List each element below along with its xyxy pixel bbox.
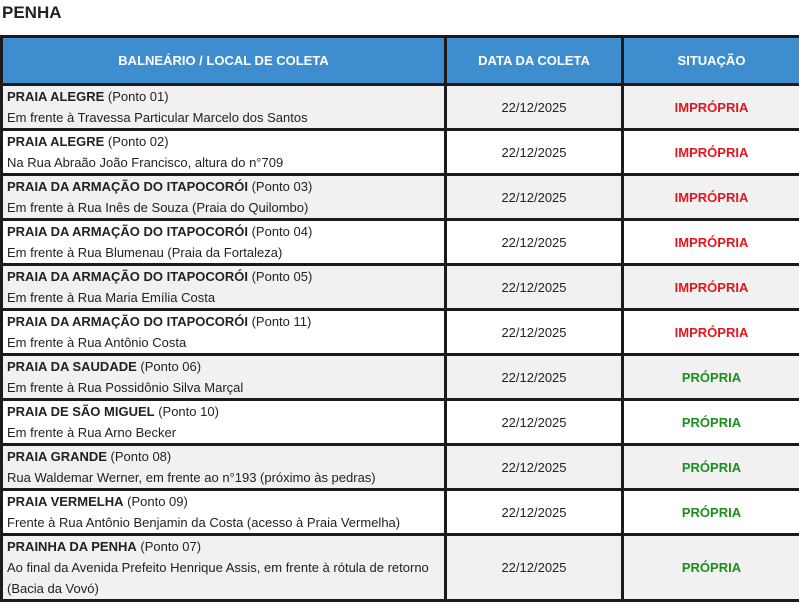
- header-date: DATA DA COLETA: [446, 37, 623, 85]
- beach-name: PRAIA DA ARMAÇÃO DO ITAPOCORÓI: [7, 269, 248, 284]
- status-badge: IMPRÓPRIA: [674, 144, 749, 160]
- table-row: [2, 175, 799, 220]
- beach-name: PRAIA DA ARMAÇÃO DO ITAPOCORÓI: [7, 224, 248, 239]
- status-cell: [623, 400, 799, 445]
- ponto-label: (Ponto 03): [247, 179, 313, 194]
- beach-name: PRAIA ALEGRE: [7, 89, 105, 104]
- date-cell: 22/12/2025: [446, 355, 623, 400]
- location-cell: [2, 310, 446, 355]
- status-cell: [623, 220, 799, 265]
- status-cell: [623, 310, 799, 355]
- ponto-label: (Ponto 07): [136, 539, 202, 554]
- beach-name: PRAIA GRANDE: [7, 449, 107, 464]
- status-badge: PRÓPRIA: [681, 504, 742, 520]
- ponto-label: (Ponto 09): [123, 494, 188, 509]
- status-badge: PRÓPRIA: [681, 414, 742, 430]
- beach-name: PRAIA VERMELHA: [7, 494, 124, 509]
- table-row: [2, 400, 799, 445]
- location-cell: [2, 130, 446, 175]
- ponto-label: (Ponto 06): [136, 359, 202, 374]
- status-badge: PRÓPRIA: [681, 459, 742, 475]
- status-badge: IMPRÓPRIA: [674, 324, 749, 340]
- address-text: Em frente à Rua Inês de Souza (Praia do Quilombo): [7, 200, 309, 215]
- beach-name: PRAIA DA SAUDADE: [7, 359, 137, 374]
- status-cell: [623, 130, 799, 175]
- ponto-label: (Ponto 10): [154, 404, 219, 419]
- header-local: BALNEÁRIO / LOCAL DE COLETA: [2, 37, 446, 85]
- address-text: Rua Waldemar Werner, em frente ao n°193 (próximo às pedras): [7, 470, 376, 485]
- location-cell: [2, 85, 446, 130]
- location-cell: [2, 355, 446, 400]
- date-cell: 22/12/2025: [446, 175, 623, 220]
- beach-name: PRAIA DA ARMAÇÃO DO ITAPOCORÓI: [7, 314, 248, 329]
- address-text: Frente à Rua Antônio Benjamin da Costa (acesso à Praia Vermelha): [7, 515, 401, 530]
- address-text: Na Rua Abraão João Francisco, altura do n°709: [7, 155, 284, 170]
- address-text: Em frente à Rua Possidônio Silva Marçal: [7, 380, 244, 395]
- status-badge: IMPRÓPRIA: [674, 279, 749, 295]
- table-row: [2, 310, 799, 355]
- address-text: Em frente à Rua Antônio Costa: [7, 335, 187, 350]
- status-cell: [623, 490, 799, 535]
- beach-name: PRAINHA DA PENHA: [7, 539, 137, 554]
- location-cell: [2, 535, 446, 601]
- table-row: [2, 535, 799, 601]
- ponto-label: (Ponto 02): [104, 134, 169, 149]
- table-row: [2, 445, 799, 490]
- table-row: [2, 265, 799, 310]
- date-cell: 22/12/2025: [446, 265, 623, 310]
- status-badge: IMPRÓPRIA: [674, 189, 749, 205]
- table-row: [2, 220, 799, 265]
- status-badge: IMPRÓPRIA: [674, 234, 749, 250]
- location-cell: [2, 220, 446, 265]
- status-cell: [623, 175, 799, 220]
- ponto-label: (Ponto 08): [106, 449, 172, 464]
- page-title: PENHA: [2, 3, 62, 22]
- date-cell: 22/12/2025: [446, 400, 623, 445]
- date-cell: 22/12/2025: [446, 310, 623, 355]
- status-cell: [623, 85, 799, 130]
- location-cell: [2, 490, 446, 535]
- status-badge: PRÓPRIA: [681, 369, 742, 385]
- date-cell: 22/12/2025: [446, 220, 623, 265]
- table-header-row: [2, 37, 799, 85]
- beach-name: PRAIA DA ARMAÇÃO DO ITAPOCORÓI: [7, 179, 248, 194]
- status-cell: [623, 535, 799, 601]
- status-cell: [623, 445, 799, 490]
- ponto-label: (Ponto 11): [247, 314, 312, 329]
- date-cell: 22/12/2025: [446, 535, 623, 601]
- status-cell: [623, 355, 799, 400]
- address-text: Em frente à Rua Maria Emília Costa: [7, 290, 216, 305]
- location-cell: [2, 445, 446, 490]
- status-badge: IMPRÓPRIA: [674, 99, 749, 115]
- date-cell: 22/12/2025: [446, 490, 623, 535]
- address-text: Em frente à Rua Arno Becker: [7, 425, 177, 440]
- location-cell: [2, 265, 446, 310]
- header-status: SITUAÇÃO: [623, 37, 799, 85]
- date-cell: 22/12/2025: [446, 130, 623, 175]
- table-row: [2, 130, 799, 175]
- location-cell: [2, 175, 446, 220]
- ponto-label: (Ponto 01): [104, 89, 169, 104]
- table-row: [2, 85, 799, 130]
- status-badge: PRÓPRIA: [681, 560, 742, 575]
- ponto-label: (Ponto 04): [247, 224, 313, 239]
- beach-name: PRAIA DE SÃO MIGUEL: [7, 404, 155, 419]
- beach-name: PRAIA ALEGRE: [7, 134, 105, 149]
- ponto-label: (Ponto 05): [247, 269, 313, 284]
- table-row: [2, 355, 799, 400]
- table-row: [2, 490, 799, 535]
- address-text: Em frente à Rua Blumenau (Praia da Fortaleza): [7, 245, 283, 260]
- address-text: Ao final da Avenida Prefeito Henrique Assis, em frente à rótula de retorno (Bacia da Vovó): [7, 560, 429, 596]
- date-cell: 22/12/2025: [446, 85, 623, 130]
- status-cell: [623, 265, 799, 310]
- address-text: Em frente à Travessa Particular Marcelo dos Santos: [7, 110, 308, 125]
- location-cell: [2, 400, 446, 445]
- coleta-table: [0, 35, 799, 602]
- date-cell: 22/12/2025: [446, 445, 623, 490]
